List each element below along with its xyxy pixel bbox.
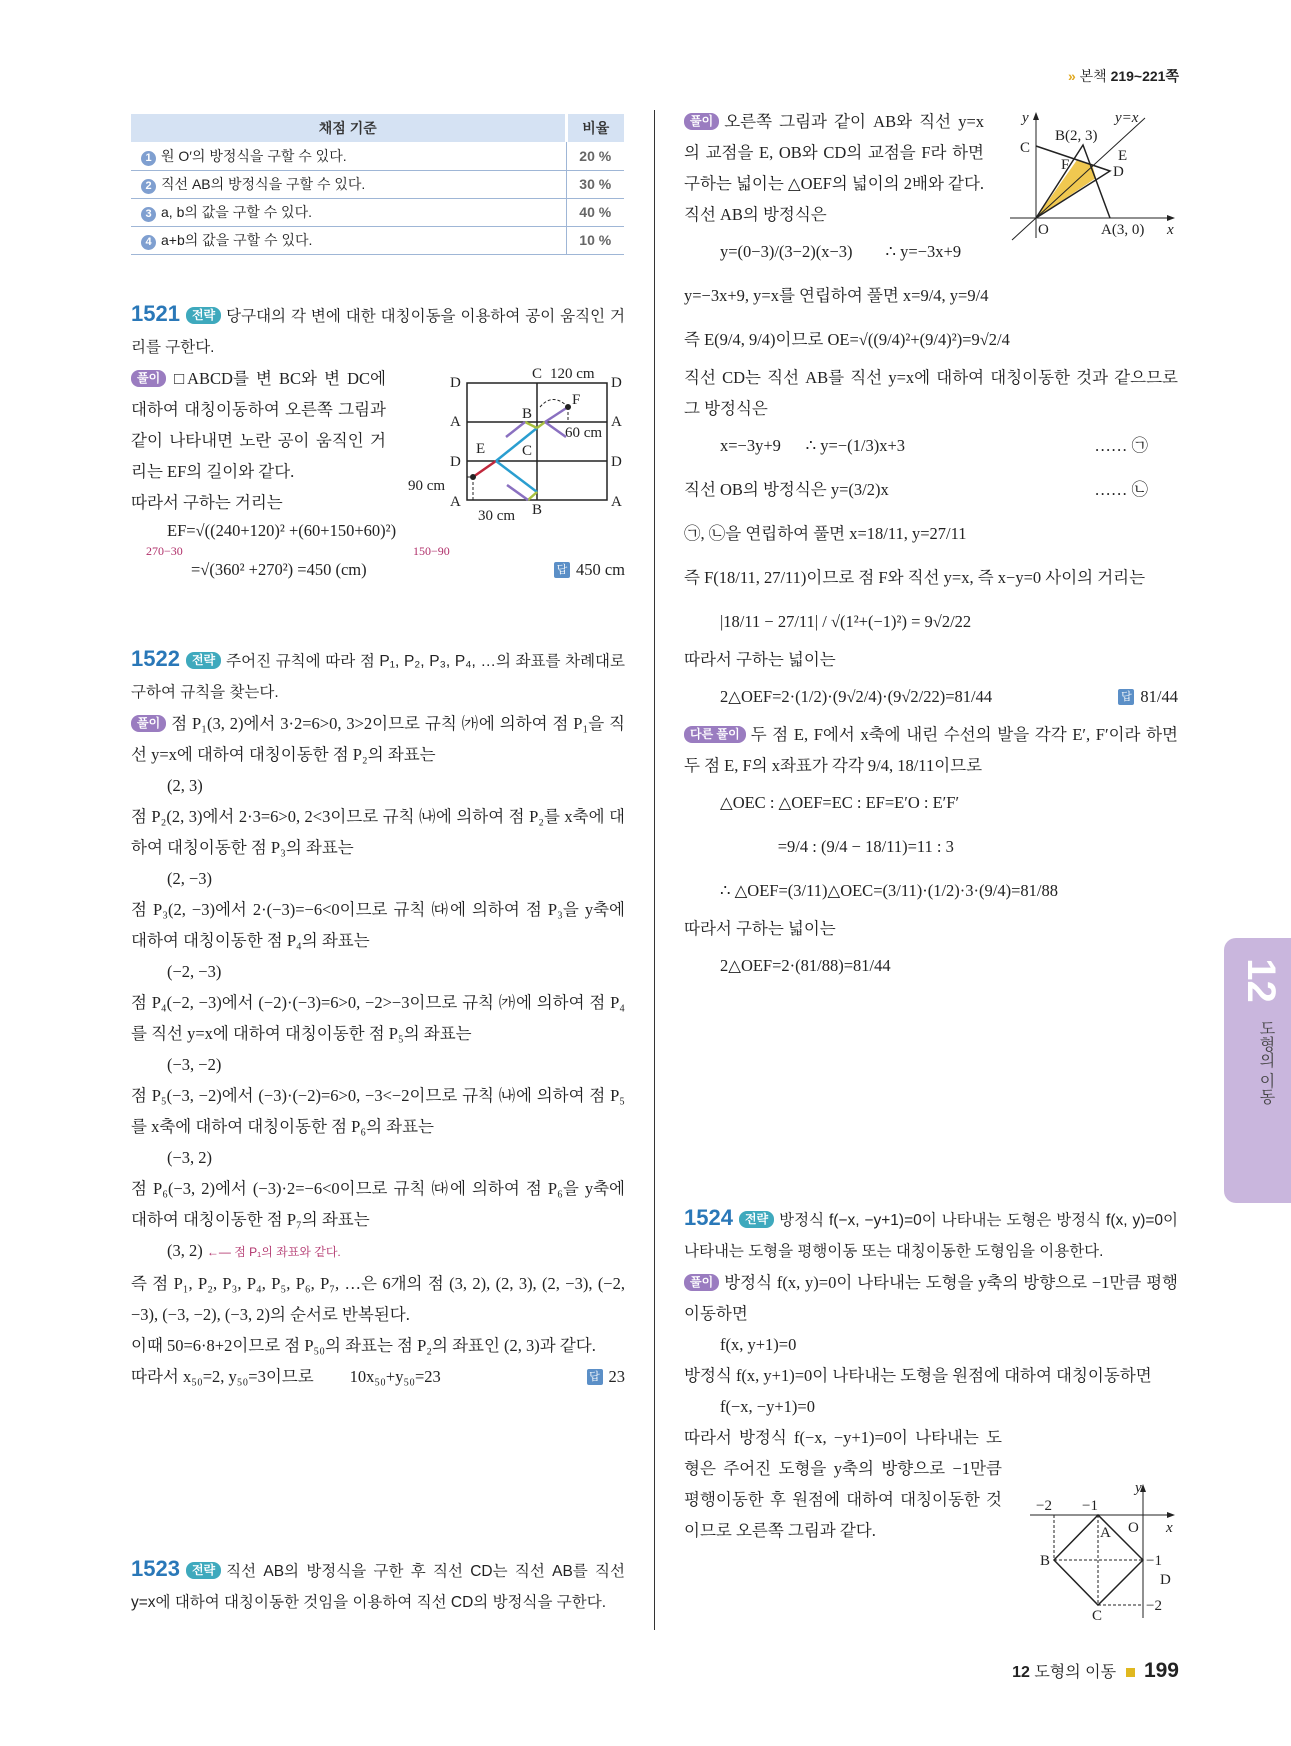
- formula-line: [684, 675, 1178, 719]
- strategy-badge: 전략: [186, 307, 221, 324]
- ratio: 10 %: [566, 226, 624, 254]
- chapter-tab[interactable]: [1224, 938, 1291, 1203]
- final-text: 따라서 x₅₀=2, y₅₀=3이므로: [131, 1367, 314, 1386]
- solution-badge: 풀이: [131, 370, 166, 387]
- problem-number: 1521: [131, 301, 180, 326]
- coordinate: (−3, −2): [167, 1055, 222, 1074]
- formula: |18/11 − 27/11| / √(1²+(−1)²) = 9√2/22: [720, 612, 972, 631]
- label: C: [1092, 1608, 1103, 1620]
- step-text: 점 P₃(2, −3)에서 2·(−3)=−6<0이므로 규칙 ㈐에 의하여 점 P₃을 y축에 대하여 대칭이동한 점 P₄의 좌표는: [131, 900, 625, 950]
- label: 60 cm: [565, 425, 603, 441]
- text: 직선 AB의 방정식은: [684, 205, 827, 224]
- criterion: a+b의 값을 구할 수 있다.: [161, 232, 313, 248]
- formula: f(x, y+1)=0: [720, 1335, 797, 1354]
- ratio-header: 비율: [566, 114, 624, 142]
- formula-line: [684, 424, 1178, 468]
- footer-title: 도형의 이동: [1034, 1664, 1117, 1681]
- chapter-number: 12: [1238, 958, 1283, 1003]
- formula-line: [684, 468, 1178, 512]
- label-mark: …… ㉠: [1094, 436, 1148, 455]
- chapter-title: 도형의 이동: [1257, 1020, 1274, 1105]
- label: O: [1128, 1520, 1139, 1536]
- formula: =√(360² +270²) =450 (cm): [191, 560, 367, 579]
- ratio: 20 %: [566, 142, 624, 170]
- label: D: [611, 454, 622, 470]
- ratio: 30 %: [566, 170, 624, 198]
- p50-text: 이때 50=6·8+2이므로 점 P₅₀의 좌표는 점 P₂의 좌표인 (2, 3)과 같다.: [131, 1336, 596, 1355]
- ratio: 40 %: [566, 198, 624, 226]
- double-chevron-icon: »: [1067, 68, 1076, 84]
- label: B: [522, 406, 533, 422]
- coordinate: (3, 2): [167, 1241, 203, 1260]
- footer-chapter: 12: [1012, 1664, 1030, 1681]
- solution: [131, 363, 386, 487]
- label: −2: [1036, 1498, 1052, 1514]
- text: 즉 F(18/11, 27/11)이므로 점 F와 직선 y=x, 즉 x−y=0 사이의 거리는: [684, 568, 1146, 587]
- answer-icon: 답: [1118, 689, 1134, 705]
- table-row: [131, 170, 624, 198]
- criterion-header: 채점 기준: [131, 114, 566, 142]
- alt-solution: [684, 719, 1178, 781]
- alt-solution-badge: 다른 풀이: [684, 726, 746, 743]
- label: y: [1135, 1480, 1142, 1496]
- label: A: [611, 414, 622, 430]
- step-text: 점 P₂(2, 3)에서 2·3=6>0, 2<3이므로 규칙 ㈏에 의하여 점 P₂를 x축에 대하여 대칭이동한 점 P₃의 좌표는: [131, 807, 625, 857]
- ref-pages: 219~221쪽: [1110, 68, 1179, 84]
- text: 따라서 구하는 넓이는: [684, 650, 836, 669]
- label: 30 cm: [478, 508, 516, 524]
- label: D: [611, 375, 622, 391]
- solution-badge: 풀이: [131, 715, 166, 732]
- strategy-badge: 전략: [739, 1211, 774, 1228]
- label: D: [1160, 1572, 1171, 1588]
- problem-number: 1523: [131, 1556, 180, 1581]
- step-text: 점 P₅(−3, −2)에서 (−3)·(−2)=6>0, −3<−2이므로 규칙 ㈏에 의하여 점 P₅를 x축에 대하여 대칭이동한 점 P₆의 좌표는: [131, 1086, 625, 1136]
- text: 직선 CD는 직선 AB를 직선 y=x에 대하여 대칭이동한 것과 같으므로 그 방정식은: [684, 368, 1178, 418]
- strategy-text: 당구대의 각 변에 대한 대칭이동을 이용하여 공이 움직인 거리를 구한다.: [131, 308, 625, 356]
- coordinate-line: [131, 1235, 625, 1268]
- problem-1523-strategy: [131, 1553, 625, 1618]
- label: x: [1167, 222, 1174, 238]
- step-text: 점 P₄(−2, −3)에서 (−2)·(−3)=6>0, −2>−3이므로 규칙 ㈎에 의하여 점 P₄를 직선 y=x에 대하여 대칭이동한 점 P₅의 좌표는: [131, 993, 625, 1043]
- textbook-reference: [1068, 66, 1179, 86]
- scoring-table: [131, 114, 624, 255]
- problem-number: 1522: [131, 646, 180, 671]
- answer-icon: 답: [554, 562, 570, 578]
- answer-value: 450 cm: [575, 560, 625, 579]
- coordinate: (2, −3): [167, 869, 213, 888]
- strategy: [131, 643, 625, 708]
- label: A: [1100, 1525, 1111, 1541]
- answer: [554, 558, 625, 582]
- text: 따라서 구하는 넓이는: [684, 919, 836, 938]
- alt-text: 두 점 E, F에서 x축에 내린 수선의 발을 각각 E′, F′이라 하면 두 점 E, F의 x좌표가 각각 9/4, 18/11이므로: [684, 725, 1178, 775]
- page-footer: [1012, 1659, 1179, 1683]
- solution-step: [131, 708, 625, 770]
- formula: 2△OEF=2·(1/2)·(9√2/4)·(9√2/22)=81/44: [720, 687, 993, 706]
- problem-1522: [131, 643, 625, 1392]
- formula: 2△OEF=2·(81/88)=81/44: [720, 956, 891, 975]
- square-icon: [1126, 1668, 1135, 1677]
- formula: ∴ △OEF=(3/11)△OEC=(3/11)·(1/2)·3·(9/4)=81/88: [720, 881, 1058, 900]
- formula-line: [131, 558, 625, 582]
- solution-badge: 풀이: [684, 113, 719, 130]
- cycle-text: 즉 점 P₁, P₂, P₃, P₄, P₅, P₆, P₇, …은 6개의 점 (3, 2), (2, 3), (2, −3), (−2, −3), (−3, −2), (−3, 2)의 순서로 반복된다.: [131, 1274, 625, 1324]
- criterion: 직선 AB의 방정식을 구할 수 있다.: [161, 176, 366, 192]
- table-row: [131, 142, 624, 170]
- table-row: [131, 198, 624, 226]
- text: ㉠, ㉡을 연립하여 풀면 x=18/11, y=27/11: [684, 524, 967, 543]
- label: C: [522, 443, 533, 459]
- strategy-text: 직선 AB의 방정식을 구한 후 직선 CD는 직선 AB를 직선 y=x에 대하여 대칭이동한 것임을 이용하여 직선 CD의 방정식을 구한다.: [131, 1563, 625, 1611]
- column-divider: [654, 110, 655, 1630]
- label: y: [1022, 110, 1029, 126]
- solution-badge: 풀이: [684, 1274, 719, 1291]
- label: −2: [1146, 1598, 1162, 1614]
- strategy-text: 방정식 f(−x, −y+1)=0이 나타내는 도형은 방정식 f(x, y)=0이 나타내는 도형을 평행이동 또는 대칭이동한 도형임을 이용한다.: [684, 1212, 1178, 1260]
- formula: y=(0−3)/(3−2)(x−3) ∴ y=−3x+9: [720, 242, 962, 261]
- label: O: [1038, 222, 1049, 238]
- solution: [684, 1267, 1178, 1329]
- solution-text: □ABCD를 변 BC와 변 DC에 대하여 대칭이동하여 오른쪽 그림과 같이 나타내면 노란 공이 움직인 거리는 EF의 길이와 같다.: [131, 369, 386, 481]
- label: D: [450, 454, 461, 470]
- step-text: 점 P₁(3, 2)에서 3·2=6>0, 3>2이므로 규칙 ㈎에 의하여 점 P₁을 직선 y=x에 대하여 대칭이동한 점 P₂의 좌표는: [131, 714, 625, 764]
- label: F: [572, 392, 581, 408]
- text: 직선 OB의 방정식은 y=(3/2)x: [684, 480, 889, 499]
- formula: △OEC : △OEF=EC : EF=E′O : E′F′: [720, 793, 960, 812]
- therefore-text: 따라서 구하는 거리는: [131, 493, 283, 512]
- label: y=x: [1115, 110, 1139, 126]
- text: 방정식 f(x, y)=0이 나타내는 도형을 y축의 방향으로 −1만큼 평행이동하면: [684, 1273, 1178, 1323]
- label: B: [1040, 1553, 1051, 1569]
- formula: 10x₅₀+y₅₀=23: [349, 1367, 441, 1386]
- intro-text: 오른쪽 그림과 같이 AB와 직선 y=x의 교점을 E, OB와 CD의 교점을 F라 하면 구하는 넓이는 △OEF의 넓이의 2배와 같다.: [684, 112, 985, 193]
- final-line: [131, 1361, 625, 1392]
- strategy-text: 주어진 규칙에 따라 점 P₁, P₂, P₃, P₄, …의 좌표를 차례대로 구하여 규칙을 찾는다.: [131, 653, 625, 701]
- text: y=−3x+9, y=x를 연립하여 풀면 x=9/4, y=9/4: [684, 286, 989, 305]
- label: B(2, 3): [1055, 128, 1098, 144]
- label: F: [1061, 157, 1070, 173]
- label: A(3, 0): [1101, 222, 1145, 238]
- formula: =9/4 : (9/4 − 18/11)=11 : 3: [720, 837, 954, 856]
- page-number: 199: [1143, 1659, 1179, 1682]
- label: E: [476, 441, 486, 457]
- label: A: [450, 494, 461, 510]
- answer-value: 81/44: [1140, 687, 1178, 706]
- intro: [684, 106, 984, 199]
- annotation: ←— 점 P₁의 좌표와 같다.: [206, 1245, 341, 1259]
- label: C: [1020, 140, 1031, 156]
- number-badge: 2: [141, 179, 156, 194]
- problem-number: 1524: [684, 1205, 733, 1230]
- label: D: [450, 375, 461, 391]
- strategy: [684, 1202, 1178, 1267]
- answer-icon: 답: [587, 1369, 603, 1385]
- label: D: [1113, 164, 1124, 180]
- table-row: [131, 226, 624, 254]
- label: A: [611, 494, 622, 510]
- label: 120 cm: [550, 366, 595, 382]
- number-badge: 4: [141, 235, 156, 250]
- text: 방정식 f(x, y+1)=0이 나타내는 도형을 원점에 대하여 대칭이동하면: [684, 1366, 1152, 1385]
- strategy-badge: 전략: [186, 1562, 221, 1579]
- label: B: [532, 502, 543, 518]
- text: 따라서 방정식 f(−x, −y+1)=0이 나타내는 도형은 주어진 도형을 y축의 방향으로 −1만큼 평행이동한 후 원점에 대하여 대칭이동한 것이므로 오른쪽 그림과 같다.: [684, 1428, 1002, 1540]
- strategy-badge: 전략: [186, 652, 221, 669]
- criterion: 원 O′의 방정식을 구할 수 있다.: [161, 147, 347, 164]
- step-text: 점 P₆(−3, 2)에서 (−3)·2=−6<0이므로 규칙 ㈐에 의하여 점 P₆을 y축에 대하여 대칭이동한 점 P₇의 좌표는: [131, 1179, 625, 1229]
- label: −1: [1146, 1553, 1162, 1569]
- coordinate: (−3, 2): [167, 1148, 213, 1167]
- billiard-figure: [400, 340, 640, 540]
- formula: f(−x, −y+1)=0: [720, 1397, 815, 1416]
- annotation: 150−90: [413, 544, 450, 558]
- label: E: [1118, 148, 1128, 164]
- lines-figure: [1000, 100, 1200, 250]
- annotation: 270−30: [146, 544, 183, 558]
- label-mark: …… ㉡: [1094, 480, 1148, 499]
- label: C: [532, 366, 543, 382]
- label: 90 cm: [408, 478, 446, 494]
- ref-label: 본책: [1079, 68, 1107, 84]
- square-figure: [1020, 1470, 1200, 1620]
- criterion: a, b의 값을 구할 수 있다.: [161, 204, 312, 220]
- answer-value: 23: [608, 1367, 625, 1386]
- text: 즉 E(9/4, 9/4)이므로 OE=√((9/4)²+(9/4)²)=9√2/4: [684, 330, 1010, 349]
- number-badge: 1: [141, 151, 156, 166]
- number-badge: 3: [141, 207, 156, 222]
- formula: x=−3y+9 ∴ y=−(1/3)x+3: [720, 436, 906, 455]
- label: x: [1166, 1520, 1173, 1536]
- coordinate: (2, 3): [167, 776, 203, 795]
- formula: EF=√((240+120)² +(60+150+60)²): [167, 521, 397, 540]
- coordinate: (−2, −3): [167, 962, 222, 981]
- label: −1: [1082, 1498, 1098, 1514]
- label: A: [450, 414, 461, 430]
